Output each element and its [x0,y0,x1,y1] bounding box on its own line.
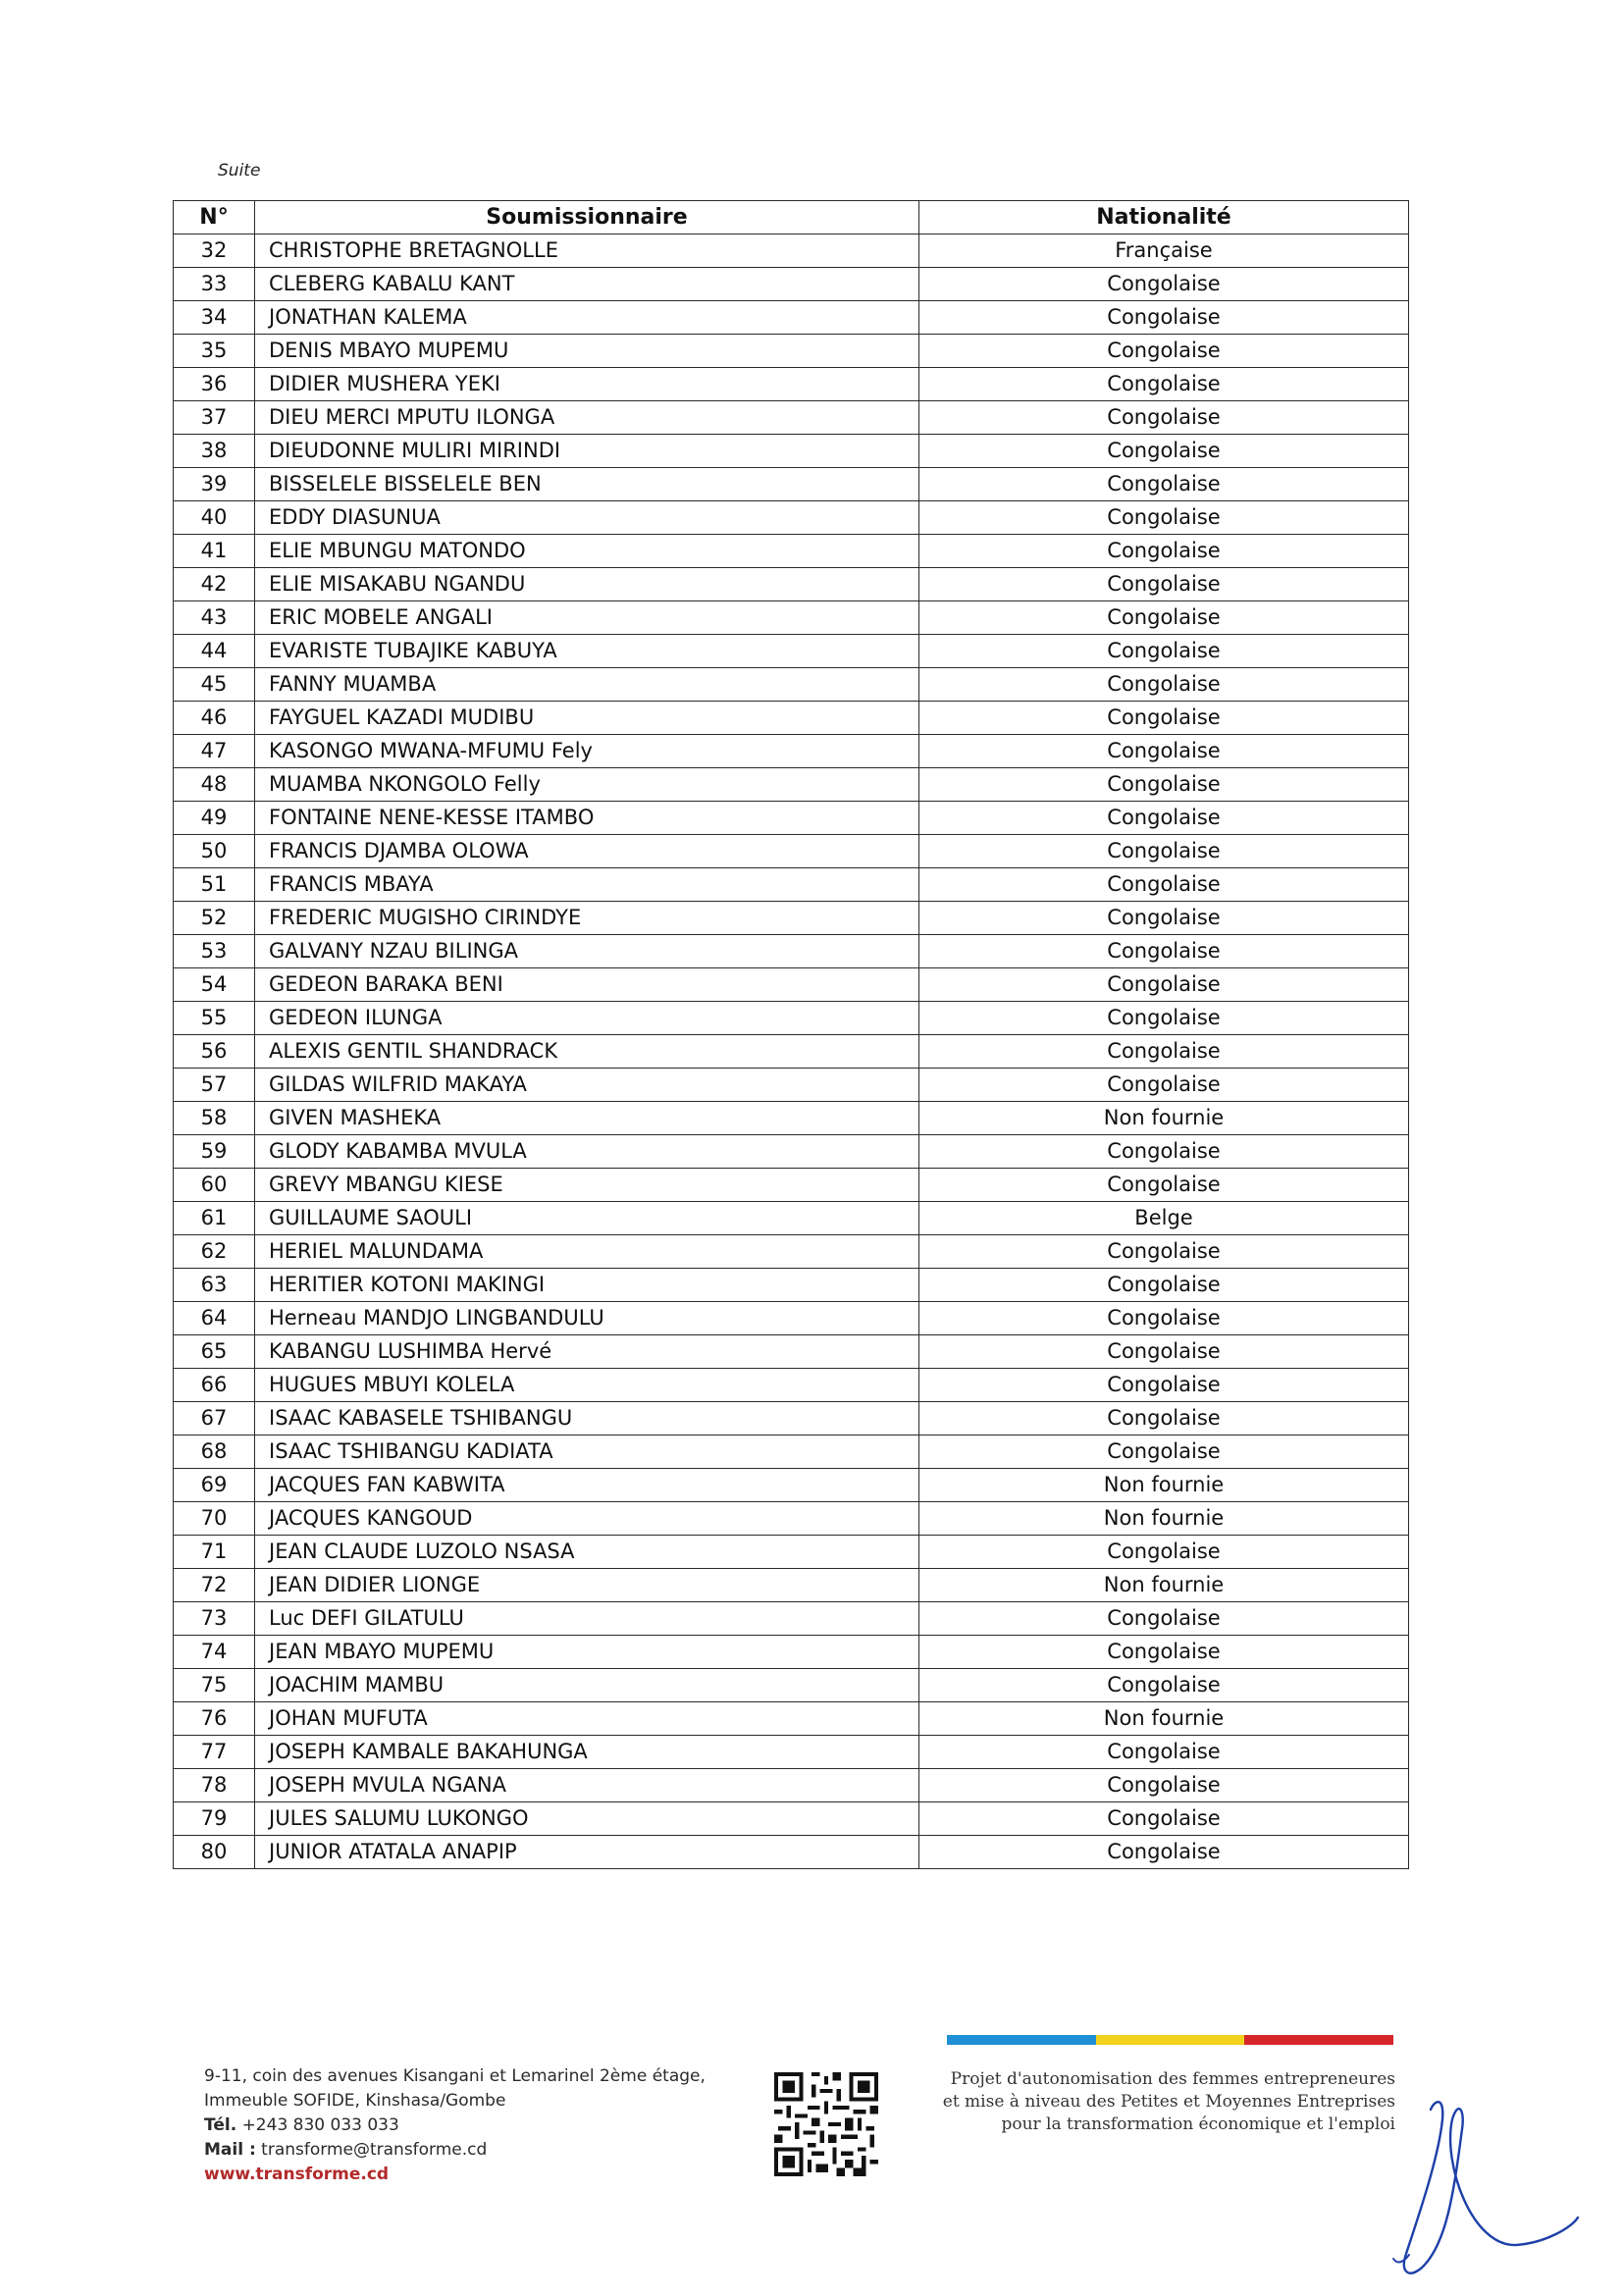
table-row [174,802,1409,835]
project-line-2: et mise à niveau des Petites et Moyennes Entreprises [942,2092,1395,2112]
row-number: 63 [174,1269,255,1302]
row-bidder-name: ISAAC TSHIBANGU KADIATA [255,1435,919,1469]
row-number: 69 [174,1469,255,1502]
bidders-table [173,200,1409,1869]
row-nationality: Congolaise [919,601,1409,635]
row-bidder-name: ERIC MOBELE ANGALI [255,601,919,635]
row-number: 71 [174,1536,255,1569]
row-bidder-name: ISAAC KABASELE TSHIBANGU [255,1402,919,1435]
table-row [174,1636,1409,1669]
table-row [174,1235,1409,1269]
table-row [174,235,1409,268]
table-row [174,401,1409,435]
header-bidder: Soumissionnaire [255,201,919,235]
row-bidder-name: CLEBERG KABALU KANT [255,268,919,301]
row-bidder-name: KASONGO MWANA-MFUMU Fely [255,735,919,768]
table-row [174,1602,1409,1636]
table-row [174,768,1409,802]
row-nationality: Congolaise [919,568,1409,601]
row-bidder-name: GALVANY NZAU BILINGA [255,935,919,968]
row-bidder-name: JOSEPH KAMBALE BAKAHUNGA [255,1736,919,1769]
row-number: 59 [174,1135,255,1169]
mail-line [204,2138,706,2163]
row-number: 48 [174,768,255,802]
row-nationality: Congolaise [919,835,1409,868]
row-number: 32 [174,235,255,268]
row-number: 50 [174,835,255,868]
row-nationality: Congolaise [919,535,1409,568]
table-row [174,968,1409,1002]
brand-color-bar [947,2035,1393,2045]
row-number: 41 [174,535,255,568]
phone-line [204,2113,706,2138]
row-nationality: Congolaise [919,1002,1409,1035]
row-nationality: Congolaise [919,1302,1409,1335]
row-bidder-name: FRANCIS DJAMBA OLOWA [255,835,919,868]
header-nationality: Nationalité [919,201,1409,235]
table-row [174,902,1409,935]
table-row [174,1369,1409,1402]
table-row [174,1169,1409,1202]
row-nationality: Congolaise [919,902,1409,935]
table-row [174,1035,1409,1069]
row-nationality: Congolaise [919,1636,1409,1669]
table-row [174,1002,1409,1035]
row-nationality: Congolaise [919,1736,1409,1769]
row-nationality: Congolaise [919,802,1409,835]
row-nationality: Congolaise [919,935,1409,968]
table-row [174,1335,1409,1369]
row-number: 53 [174,935,255,968]
row-bidder-name: GREVY MBANGU KIESE [255,1169,919,1202]
row-nationality: Congolaise [919,1269,1409,1302]
row-nationality: Non fournie [919,1469,1409,1502]
row-nationality: Congolaise [919,635,1409,668]
row-bidder-name: Luc DEFI GILATULU [255,1602,919,1636]
table-row [174,368,1409,401]
address-line-2: Immeuble SOFIDE, Kinshasa/Gombe [204,2091,506,2111]
row-bidder-name: JEAN CLAUDE LUZOLO NSASA [255,1536,919,1569]
row-number: 56 [174,1035,255,1069]
row-bidder-name: DENIS MBAYO MUPEMU [255,335,919,368]
row-nationality: Congolaise [919,1836,1409,1869]
row-nationality: Non fournie [919,1102,1409,1135]
row-number: 75 [174,1669,255,1702]
row-number: 67 [174,1402,255,1435]
row-bidder-name: GIVEN MASHEKA [255,1102,919,1135]
row-number: 62 [174,1235,255,1269]
table-row [174,1536,1409,1569]
row-number: 76 [174,1702,255,1736]
row-number: 34 [174,301,255,335]
row-nationality: Congolaise [919,1802,1409,1836]
row-bidder-name: MUAMBA NKONGOLO Felly [255,768,919,802]
row-nationality: Congolaise [919,1335,1409,1369]
row-bidder-name: KABANGU LUSHIMBA Hervé [255,1335,919,1369]
row-number: 49 [174,802,255,835]
row-bidder-name: JOSEPH MVULA NGANA [255,1769,919,1802]
row-bidder-name: GLODY KABAMBA MVULA [255,1135,919,1169]
row-number: 66 [174,1369,255,1402]
row-bidder-name: DIEUDONNE MULIRI MIRINDI [255,435,919,468]
row-number: 38 [174,435,255,468]
row-nationality: Congolaise [919,1402,1409,1435]
table-row [174,535,1409,568]
mail-address[interactable]: transforme@transforme.cd [261,2140,488,2160]
table-row [174,1102,1409,1135]
row-bidder-name: JONATHAN KALEMA [255,301,919,335]
row-bidder-name: DIDIER MUSHERA YEKI [255,368,919,401]
table-row [174,601,1409,635]
row-number: 44 [174,635,255,668]
row-number: 51 [174,868,255,902]
row-number: 68 [174,1435,255,1469]
row-bidder-name: JOHAN MUFUTA [255,1702,919,1736]
table-row [174,1702,1409,1736]
row-bidder-name: ALEXIS GENTIL SHANDRACK [255,1035,919,1069]
row-number: 36 [174,368,255,401]
row-bidder-name: JEAN MBAYO MUPEMU [255,1636,919,1669]
phone-label: Tél. [204,2115,237,2135]
table-row [174,635,1409,668]
row-bidder-name: JACQUES FAN KABWITA [255,1469,919,1502]
row-number: 64 [174,1302,255,1335]
row-nationality: Congolaise [919,1536,1409,1569]
table-row [174,435,1409,468]
row-nationality: Non fournie [919,1569,1409,1602]
color-bar-red [1244,2035,1393,2045]
row-bidder-name: HERIEL MALUNDAMA [255,1235,919,1269]
row-bidder-name: HERITIER KOTONI MAKINGI [255,1269,919,1302]
phone-number: +243 830 033 033 [241,2115,399,2135]
row-nationality: Congolaise [919,1369,1409,1402]
address-line-1: 9-11, coin des avenues Kisangani et Lemarinel 2ème étage, [204,2066,706,2086]
row-bidder-name: DIEU MERCI MPUTU ILONGA [255,401,919,435]
row-number: 43 [174,601,255,635]
row-bidder-name: GILDAS WILFRID MAKAYA [255,1069,919,1102]
row-nationality: Congolaise [919,968,1409,1002]
row-nationality: Congolaise [919,868,1409,902]
row-nationality: Congolaise [919,1235,1409,1269]
color-bar-blue [947,2035,1096,2045]
color-bar-yellow [1096,2035,1245,2045]
row-nationality: Congolaise [919,468,1409,501]
row-bidder-name: FANNY MUAMBA [255,668,919,702]
row-nationality: Congolaise [919,1602,1409,1636]
row-nationality: Congolaise [919,501,1409,535]
row-nationality: Française [919,235,1409,268]
row-nationality: Congolaise [919,1769,1409,1802]
row-nationality: Non fournie [919,1702,1409,1736]
row-nationality: Congolaise [919,268,1409,301]
table-row [174,1202,1409,1235]
row-nationality: Belge [919,1202,1409,1235]
table-row [174,1502,1409,1536]
row-number: 72 [174,1569,255,1602]
row-number: 65 [174,1335,255,1369]
table-row [174,1836,1409,1869]
table-row [174,1736,1409,1769]
table-row [174,501,1409,535]
row-bidder-name: GEDEON ILUNGA [255,1002,919,1035]
row-number: 55 [174,1002,255,1035]
row-nationality: Congolaise [919,1435,1409,1469]
row-number: 33 [174,268,255,301]
row-number: 35 [174,335,255,368]
table-row [174,335,1409,368]
row-bidder-name: EDDY DIASUNUA [255,501,919,535]
row-number: 80 [174,1836,255,1869]
row-nationality: Congolaise [919,702,1409,735]
table-row [174,702,1409,735]
project-line-1: Projet d'autonomisation des femmes entrepreneures [950,2069,1395,2089]
row-nationality: Congolaise [919,768,1409,802]
row-bidder-name: GUILLAUME SAOULI [255,1202,919,1235]
table-row [174,568,1409,601]
footer-address [204,2064,706,2187]
row-number: 45 [174,668,255,702]
row-bidder-name: EVARISTE TUBAJIKE KABUYA [255,635,919,668]
website-link[interactable]: www.transforme.cd [204,2165,390,2184]
row-number: 78 [174,1769,255,1802]
row-number: 54 [174,968,255,1002]
row-nationality: Congolaise [919,1035,1409,1069]
table-row [174,1769,1409,1802]
table-row [174,1802,1409,1836]
table-row [174,1069,1409,1102]
row-number: 42 [174,568,255,601]
row-number: 37 [174,401,255,435]
table-row [174,735,1409,768]
row-number: 40 [174,501,255,535]
row-bidder-name: ELIE MBUNGU MATONDO [255,535,919,568]
row-number: 47 [174,735,255,768]
continuation-label: Suite [218,161,261,181]
row-number: 61 [174,1202,255,1235]
project-line-3: pour la transformation économique et l'emploi [1001,2114,1395,2134]
row-bidder-name: JACQUES KANGOUD [255,1502,919,1536]
table-row [174,1435,1409,1469]
row-bidder-name: HUGUES MBUYI KOLELA [255,1369,919,1402]
row-nationality: Congolaise [919,368,1409,401]
table-row [174,1402,1409,1435]
row-number: 58 [174,1102,255,1135]
table-row [174,1135,1409,1169]
table-row [174,935,1409,968]
mail-label: Mail : [204,2140,256,2160]
row-number: 60 [174,1169,255,1202]
table-row [174,1469,1409,1502]
table-row [174,835,1409,868]
row-number: 74 [174,1636,255,1669]
table-row [174,1269,1409,1302]
row-number: 46 [174,702,255,735]
row-number: 57 [174,1069,255,1102]
row-bidder-name: CHRISTOPHE BRETAGNOLLE [255,235,919,268]
row-bidder-name: Herneau MANDJO LINGBANDULU [255,1302,919,1335]
row-nationality: Congolaise [919,301,1409,335]
row-nationality: Congolaise [919,735,1409,768]
table-row [174,868,1409,902]
qr-code-icon [774,2072,878,2176]
row-number: 73 [174,1602,255,1636]
row-nationality: Congolaise [919,1135,1409,1169]
row-nationality: Congolaise [919,335,1409,368]
table-row [174,268,1409,301]
table-row [174,668,1409,702]
row-bidder-name: FREDERIC MUGISHO CIRINDYE [255,902,919,935]
table-row [174,468,1409,501]
row-nationality: Congolaise [919,1669,1409,1702]
row-nationality: Congolaise [919,1069,1409,1102]
row-number: 70 [174,1502,255,1536]
row-bidder-name: JUNIOR ATATALA ANAPIP [255,1836,919,1869]
table-row [174,1569,1409,1602]
row-bidder-name: JULES SALUMU LUKONGO [255,1802,919,1836]
row-number: 52 [174,902,255,935]
row-number: 79 [174,1802,255,1836]
row-bidder-name: ELIE MISAKABU NGANDU [255,568,919,601]
table-header-row [174,201,1409,235]
row-bidder-name: GEDEON BARAKA BENI [255,968,919,1002]
table-row [174,1302,1409,1335]
table-row [174,301,1409,335]
handwritten-signature [1315,2070,1590,2296]
header-number: N° [174,201,255,235]
row-nationality: Congolaise [919,401,1409,435]
row-bidder-name: FAYGUEL KAZADI MUDIBU [255,702,919,735]
row-bidder-name: FRANCIS MBAYA [255,868,919,902]
row-bidder-name: JEAN DIDIER LIONGE [255,1569,919,1602]
row-nationality: Congolaise [919,435,1409,468]
row-number: 39 [174,468,255,501]
row-bidder-name: FONTAINE NENE-KESSE ITAMBO [255,802,919,835]
row-nationality: Congolaise [919,668,1409,702]
row-bidder-name: BISSELELE BISSELELE BEN [255,468,919,501]
table-row [174,1669,1409,1702]
row-number: 77 [174,1736,255,1769]
row-nationality: Congolaise [919,1169,1409,1202]
row-nationality: Non fournie [919,1502,1409,1536]
row-bidder-name: JOACHIM MAMBU [255,1669,919,1702]
